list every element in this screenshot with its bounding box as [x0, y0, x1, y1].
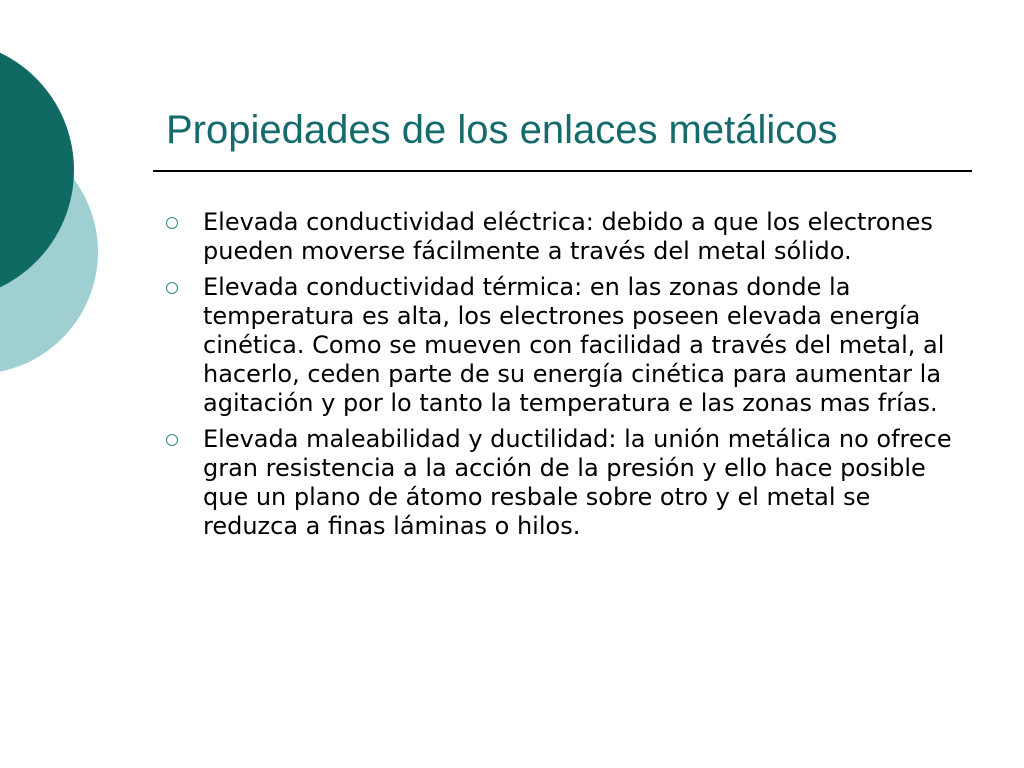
bullet-item-malleability-ductility [166, 425, 966, 541]
hollow-circle-bullet-icon [166, 282, 178, 294]
bullet-item-electrical-conductivity [166, 208, 966, 266]
hollow-circle-bullet-icon [166, 434, 178, 446]
title-divider [153, 170, 972, 172]
bullet-text: Elevada maleabilidad y ductilidad: la unión metálica no ofrece gran resistencia a la acción de la presión y ello hace posible que un plano de átomo resbale sobre otro y el metal se reduzca a finas láminas o hilos. [203, 425, 952, 540]
bullet-text: Elevada conductividad eléctrica: debido a que los electrones pueden moverse fácilmente a través del metal sólido. [203, 208, 933, 265]
slide-title: Propiedades de los enlaces metálicos [166, 108, 838, 152]
bullet-list [166, 208, 966, 548]
decorative-circles [0, 0, 110, 420]
hollow-circle-bullet-icon [166, 217, 178, 229]
bullet-text: Elevada conductividad térmica: en las zonas donde la temperatura es alta, los electrones poseen elevada energía cinética. Como se mueven con facilidad a través del metal, al hacerlo, ceden parte de su energía cinética para aumentar la agitación y por lo tanto la temperatura e las zonas mas frías. [203, 273, 945, 417]
bullet-item-thermal-conductivity [166, 273, 966, 418]
